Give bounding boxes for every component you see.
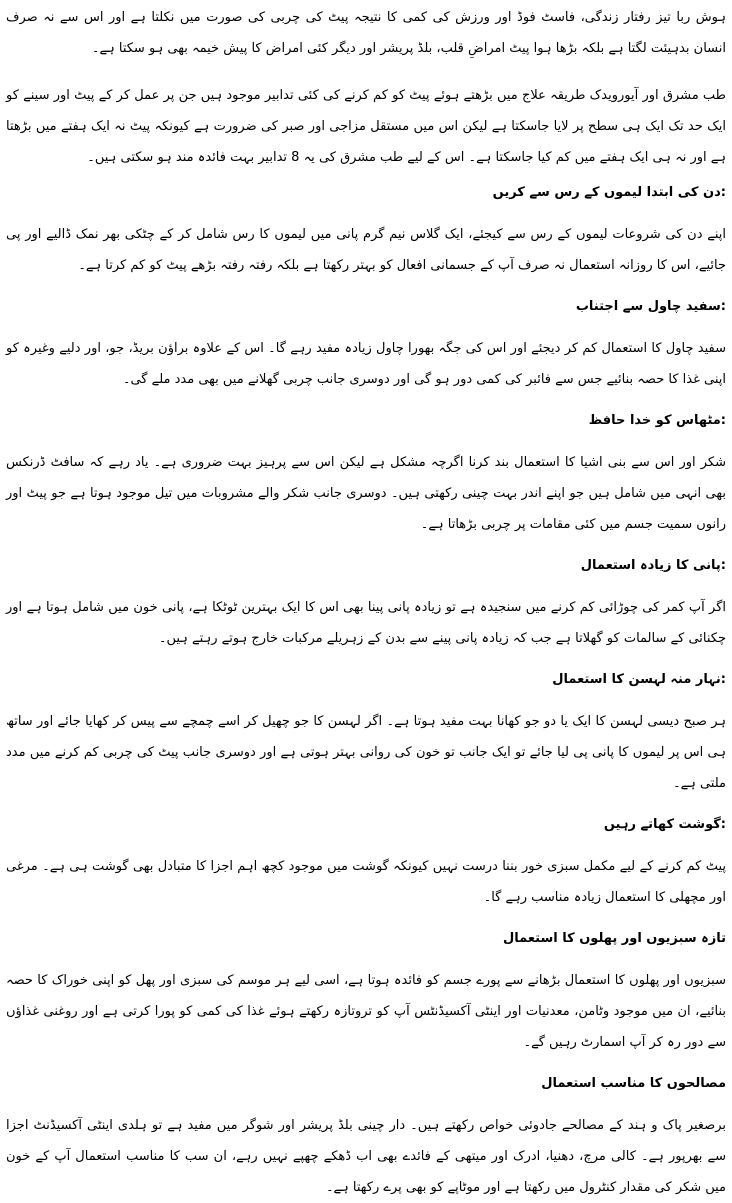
section-body-spices: برصغیر پاک و ہند کے مصالحے جادوئی خواص رکھتے ہیں۔ دار چینی بلڈ پریشر اور شوگر میں مفید ہے تو ہلدی اینٹی آکسیڈنٹ اجزا سے بھرپور ہے۔ کالی مرچ، دھنیا، ادرک اور میتھی کے فائدے بھی اب ڈھکے چھپے نہیں رہے، ان سب کا مناسب استعمال آپ کے خون میں شکر کی مقدار کنٹرول میں رکھتا ہے اور موٹاپے کو بھی پرے رکھتا ہے۔ [6,1118,726,1195]
section-body-vegetables-fruits: سبزیوں اور پھلوں کا استعمال بڑھانے سے پورے جسم کو فائدہ ہوتا ہے، اسی لیے ہر موسم کی سبزی اور پھل کو اپنی خوراک کا حصہ بنائیے، ان میں موجود وٹامن، معدنیات اور اینٹی آکسیڈنٹس آپ کو تروتازہ رکھتے ہوئے غذا کی کمی کو پورا کرتی ہے اور روغنی غذاؤں سے دور رہ کر آپ اسمارٹ رہیں گے۔ [6,973,726,1050]
intro-paragraph-1: ہوش ربا تیز رفتار زندگی، فاسٹ فوڈ اور ورزش کی کمی کا نتیجہ پیٹ کی چربی کی صورت میں نکلتا ہے اور اس سے نہ صرف انسان بدہیئت لگتا ہے بلکہ بڑھا ہوا پیٹ امراضِ قلب، بلڈ پریشر اور دیگر کئی امراض کا پیش خیمہ بھی ہو سکتا ہے۔ [6,10,726,56]
section-heading-lemon: :دن کی ابتدا لیموں کے رس سے کریں [492,185,726,200]
section-body-water: اگر آپ کمر کی چوڑائی کم کرنے میں سنجیدہ ہے تو زیادہ پانی پینا بھی اس کا ایک بہترین ٹوٹکا ہے، پانی خون میں شامل ہوتا ہے اور چکنائی کے سالمات کو گھلاتا ہے جب کہ زیادہ پانی پینے سے بدن کے زہریلے مرکبات خارج ہوتے رہتے ہیں۔ [6,600,726,646]
article [6,0,726,1195]
section-heading-vegetables-fruits: تازہ سبزیوں اور پھلوں کا استعمال [502,931,726,946]
section-body-white-rice: سفید چاول کا استعمال کم کر دیجئے اور اس کی جگہ بھورا چاول زیادہ مفید رہے گا۔ اس کے علاوہ براؤن بریڈ، جو، اور دلیے وغیرہ کو اپنی غذا کا حصہ بنائیے جس سے فائبر کی کمی دور ہو گی اور دوسری جانب چربی گھلانے میں بھی مدد ملے گی۔ [6,341,726,387]
section-body-garlic: ہر صبح دیسی لہسن کا ایک یا دو جو کھانا بہت مفید ہوتا ہے۔ اگر لہسن کا جو چھیل کر اسے چمچے سے پیس کر کھایا جائے اور ساتھ ہی اس پر لیموں کا پانی پی لیا جائے تو ایک جانب تو خون کی روانی بہتر ہوتی ہے اور دوسری جانب پیٹ کی چربی کم کرنے میں مدد ملتی ہے۔ [6,714,726,791]
section-body-sweets: شکر اور اس سے بنی اشیا کا استعمال بند کرنا اگرچہ مشکل ہے لیکن اس سے پرہیز بہت ضروری ہے۔ یاد رہے کہ سافٹ ڈرنکس بھی انہی میں شامل ہیں جو اپنے اندر بہت چینی رکھتی ہیں۔ دوسری جانب شکر والے مشروبات میں تیل موجود ہوتا ہے جو پیٹ اور رانوں سمیت جسم میں کئی مقامات پر چربی بڑھاتا ہے۔ [6,455,726,532]
section-heading-garlic: :نہار منہ لہسن کا استعمال [552,672,726,687]
section-heading-white-rice: :سفید چاول سے اجتناب [575,299,726,314]
section-heading-water: :پانی کا زیادہ استعمال [580,558,726,573]
section-heading-sweets: :مٹھاس کو خدا حافظ [588,413,726,428]
section-body-meat: پیٹ کم کرنے کے لیے مکمل سبزی خور بننا درست نہیں کیونکہ گوشت میں موجود کچھ اہم اجزا کا متبادل بھی گوشت ہی ہے۔ مرغی اور مچھلی کا استعمال زیادہ مناسب رہے گا۔ [6,859,726,905]
section-heading-spices: مصالحوں کا مناسب استعمال [541,1076,726,1091]
section-body-lemon: اپنے دن کی شروعات لیموں کے رس سے کیجئے، ایک گلاس نیم گرم پانی میں لیموں کا رس شامل کر کے چٹکی بھر نمک ڈالیے اور پی جائیے، اس کا روزانہ استعمال نہ صرف آپ کے جسمانی افعال کو بہتر رکھتا ہے بلکہ رفتہ رفتہ بڑھے پیٹ کو کم کرتا ہے۔ [6,227,726,273]
section-heading-meat: :گوشت کھاتے رہیں [603,817,726,832]
intro-paragraph-2: طب مشرق اور آیورویدک طریقہ علاج میں بڑھتے ہوئے پیٹ کو کم کرنے کی کئی تدابیر موجود ہیں جن پر عمل کر کے پیٹ اور سینے کو ایک حد تک ایک ہی سطح پر لایا جاسکتا ہے لیکن اس میں مستقل مزاجی اور صبر کی ضرورت ہے کیونکہ پیٹ نہ ایک ہفتے میں بڑھتا ہے اور نہ ہی ایک ہفتے میں کم کیا جاسکتا ہے۔ اس کے لیے طب مشرق کی یہ 8 تدابیر بہت فائدہ مند ہو سکتی ہیں۔ [6,88,726,165]
